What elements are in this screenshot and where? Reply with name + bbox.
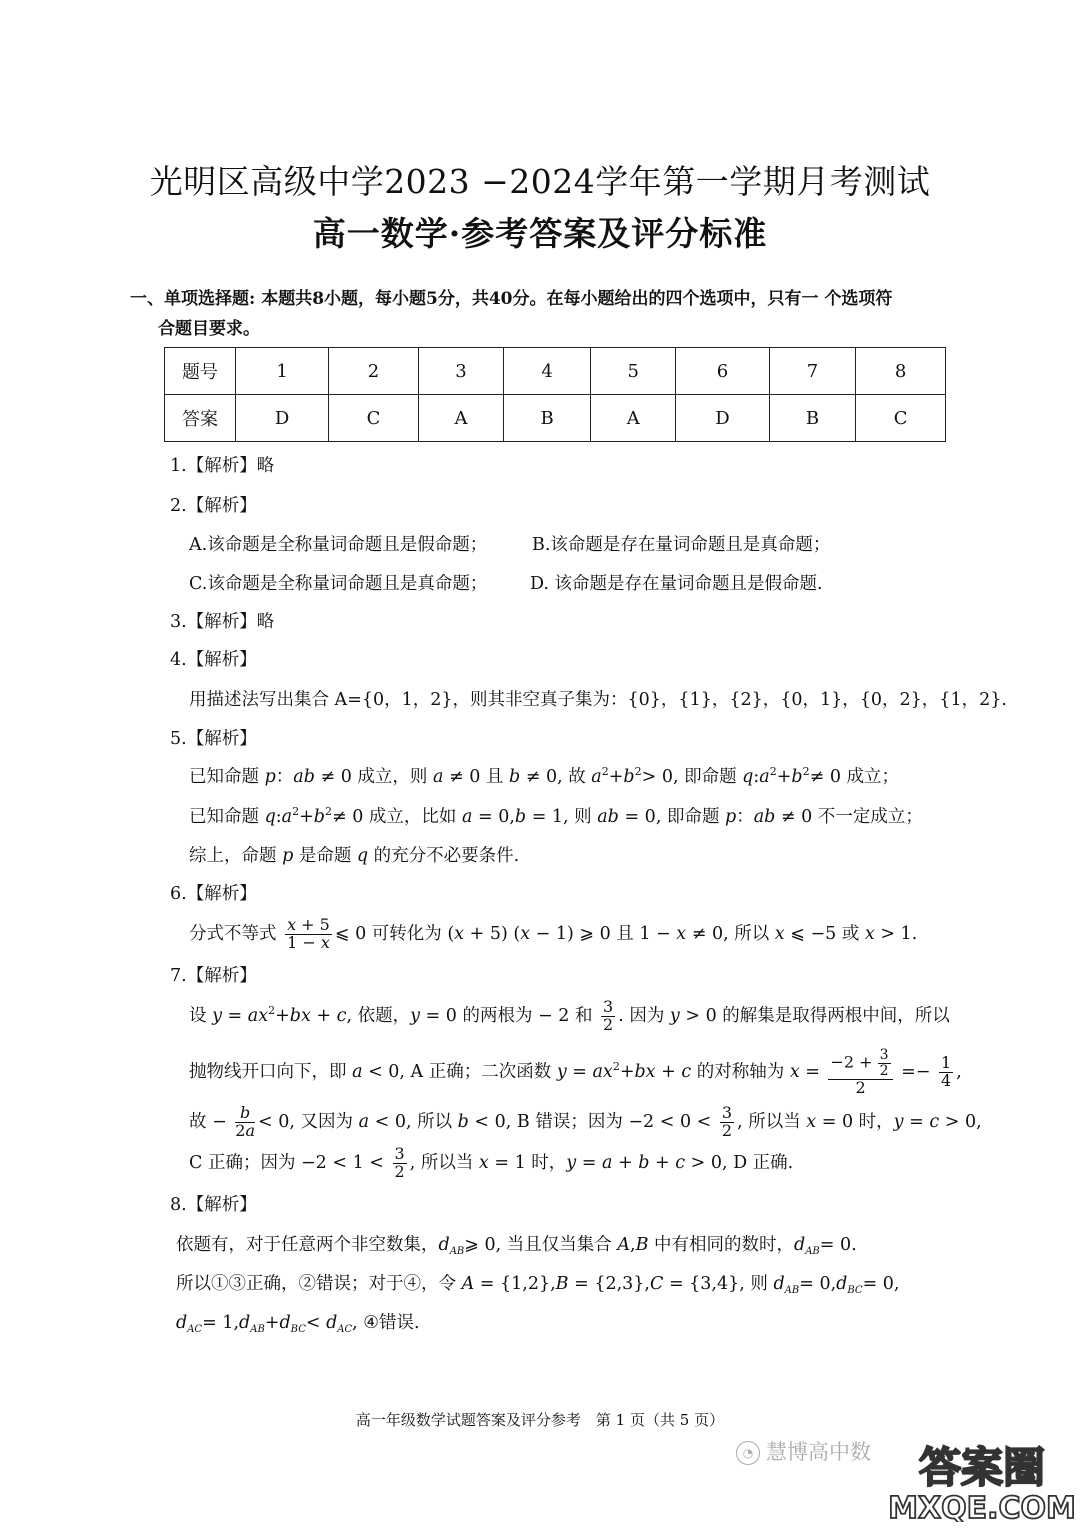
logo-top-text: 答案圈 xyxy=(918,1443,1046,1492)
table-header-cell: 题号 xyxy=(165,348,236,395)
solution-7-line3: 故 − $\frac{b}{2a}$ < 0, 又因为 a < 0, 所以 b < 0, B 错误；因为 −2 < 0 < $\frac{3}{2}$ , 所以当 x = 0 时，y = c > 0, xyxy=(189,1103,982,1140)
table-cell: 2 xyxy=(329,348,419,395)
fraction: $\frac{3}{2}$ xyxy=(603,997,614,1034)
table-cell: D xyxy=(236,395,329,442)
table-cell: B xyxy=(504,395,591,442)
solution-7-line2: 抛物线开口向下，即 a < 0, A 正确；二次函数 $y = ax^2+bx + c$ 的对称轴为 x = −2 + $\frac{3}{2}$ 2 =− $\frac{1}{4}$ , xyxy=(189,1047,962,1097)
page-subtitle: 高一数学·参考答案及评分标准 xyxy=(312,214,768,253)
solution-3: 3.【解析】略 xyxy=(170,612,275,632)
table-cell: 1 xyxy=(236,348,329,395)
solution-1: 1.【解析】略 xyxy=(170,456,275,476)
wechat-icon: ◔ xyxy=(736,1441,760,1465)
solution-7-line1: 设 $y = ax^2+bx + c$, 依题，y = 0 的两根为 − 2 和 $\frac{3}{2}$ . 因为 y > 0 的解集是取得两根中间，所以 xyxy=(189,997,950,1034)
solution-6-head: 6.【解析】 xyxy=(170,884,257,904)
solution-5-line1: 已知命题 p：ab ≠ 0 成立，则 a ≠ 0 且 b ≠ 0, 故 $a^2+b^2> 0$, 即命题 $q:a^2+b^2\ne 0$ 成立； xyxy=(189,765,900,787)
fraction: $\frac{x + 5}{1 - x}$ xyxy=(287,915,330,952)
logo-graphic xyxy=(890,1436,1074,1522)
section-heading xyxy=(130,284,960,344)
table-cell: 8 xyxy=(856,348,946,395)
table-cell: 6 xyxy=(676,348,769,395)
table-cell: 7 xyxy=(769,348,856,395)
fraction: $\frac{3}{2}$ xyxy=(394,1144,405,1181)
table-cell: D xyxy=(676,395,769,442)
table-cell: B xyxy=(769,395,856,442)
fraction: $\frac{3}{2}$ xyxy=(721,1103,733,1140)
fraction: $\frac{1}{4}$ xyxy=(941,1053,952,1090)
fraction: −2 + $\frac{3}{2}$ 2 xyxy=(828,1048,892,1096)
solution-6-body: 分式不等式 $\frac{x + 5}{1 - x}$ ⩽ 0 可转化为 (x + 5) (x − 1) ⩾ 0 且 1 − x ≠ 0, 所以 x ⩽ −5 或 x > 1. xyxy=(189,915,918,952)
solution-5-head: 5.【解析】 xyxy=(170,729,257,749)
solution-5-line3: 综上，命题 p 是命题 q 的充分不必要条件. xyxy=(189,846,520,866)
fraction: $\frac{b}{2a}$ xyxy=(235,1103,256,1140)
solution-8-head: 8.【解析】 xyxy=(170,1195,257,1215)
solution-7-head: 7.【解析】 xyxy=(170,966,257,986)
table-cell: 3 xyxy=(418,348,503,395)
answer-table xyxy=(164,347,946,442)
solution-7-line4: C 正确；因为 −2 < 1 < $\frac{3}{2}$ , 所以当 x = 1 时，y = a + b + c > 0, D 正确. xyxy=(189,1144,794,1181)
fraction: $\frac{3}{2}$ xyxy=(879,1047,889,1080)
table-cell: A xyxy=(590,395,675,442)
solution-2-option-c: C.该命题是全称量词命题且是真命题； xyxy=(189,574,488,594)
page-footer: 高一年级数学试题答案及评分参考 第 1 页（共 5 页） xyxy=(355,1411,725,1429)
table-cell: C xyxy=(856,395,946,442)
table-cell: 5 xyxy=(590,348,675,395)
solution-4-body: 用描述法写出集合 A={0，1，2}，则其非空真子集为：{0}，{1}，{2}，{0，1}，{0，2}，{1，2}. xyxy=(189,690,1007,710)
site-logo xyxy=(890,1436,1074,1522)
section-heading-line2: 合题目要求。 xyxy=(158,319,260,339)
table-cell: 4 xyxy=(504,348,591,395)
solution-8-line3: $d_{AC}= 1,d_{AB}+d_{BC}< d_{AC}$, ④错误. xyxy=(176,1313,420,1335)
watermark xyxy=(736,1436,886,1466)
solution-2-option-d: D. 该命题是存在量词命题且是假命题. xyxy=(530,574,823,594)
logo-bottom-text: MXQE.COM xyxy=(890,1491,1074,1522)
table-cell: C xyxy=(329,395,419,442)
table-cell: A xyxy=(418,395,503,442)
solution-8-line2: 所以①③正确，②错误；对于④，令 A = {1,2},B = {2,3},C = {3,4}, 则 $d_{AB}= 0,d_{BC}= 0$, xyxy=(176,1274,900,1296)
solution-4-head: 4.【解析】 xyxy=(170,650,257,670)
table-row xyxy=(165,395,946,442)
solution-5-line2: 已知命题 $q:a^2+b^2\ne 0$ 成立，比如 a = 0,b = 1, 则 ab = 0, 即命题 p：ab ≠ 0 不一定成立； xyxy=(189,805,923,827)
solution-2-head: 2.【解析】 xyxy=(170,496,257,516)
page-title: 光明区高级中学2023 −2024学年第一学期月考测试 xyxy=(149,162,931,201)
solution-2-option-b: B.该命题是存在量词命题且是真命题； xyxy=(532,535,831,555)
table-header-cell: 答案 xyxy=(165,395,236,442)
solution-2-option-a: A.该命题是全称量词命题且是假命题； xyxy=(189,535,488,555)
watermark-text: 慧博高中数 xyxy=(766,1440,871,1464)
solution-8-line1: 依题有，对于任意两个非空数集，$d_{AB}⩾$ 0, 当且仅当集合 A,B 中有相同的数时，$d_{AB}= 0$. xyxy=(176,1235,857,1257)
table-row xyxy=(165,348,946,395)
section-heading-line1: 一、单项选择题: 本题共8小题，每小题5分，共40分。在每小题给出的四个选项中，只有一 个选项符 xyxy=(130,289,893,309)
